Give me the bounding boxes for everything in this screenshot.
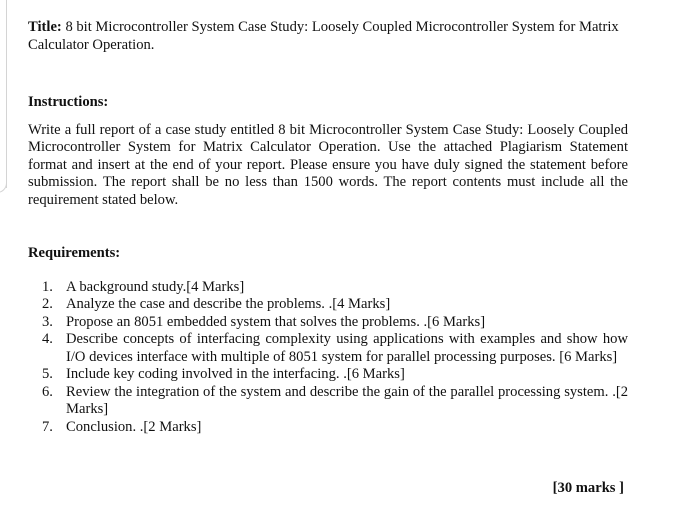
title-text: 8 bit Microcontroller System Case Study: Loosely Coupled Microcontroller System for Matrix Calculator Operation.	[28, 19, 619, 53]
requirement-text: Propose an 8051 embedded system that solves the problems. .[6 Marks]	[66, 313, 486, 330]
requirement-item-2	[28, 296, 628, 314]
requirement-item-6	[28, 384, 628, 419]
requirement-text: Review the integration of the system and describe the gain of the parallel processing system. .[2 Marks]	[66, 383, 628, 417]
requirements-list	[28, 279, 628, 437]
requirement-item-1	[28, 279, 628, 297]
page-edge-curve	[0, 180, 7, 193]
document-title	[28, 18, 628, 54]
requirement-number: 6.	[42, 383, 53, 400]
requirement-text: Conclusion. .[2 Marks]	[66, 418, 202, 435]
requirement-item-3	[28, 314, 628, 332]
requirement-item-7	[28, 419, 628, 437]
requirement-number: 3.	[42, 313, 53, 330]
requirement-number: 2.	[42, 296, 53, 312]
title-label: Title:	[28, 19, 62, 35]
requirement-text: Describe concepts of interfacing complexity using applications with examples and show how I/O devices interface with multiple of 8051 system for parallel processing purposes. [6 Marks]	[66, 331, 628, 365]
instructions-text: Write a full report of a case study entitled 8 bit Microcontroller System Case Study: Loosely Coupled Microcontroller System for Matrix Calculator Operation. Use the attached Plagiarism Statement format and insert at the end of your report. Please ensure you have duly signed the statement before submission. The report shall be no less than 1500 words. The report contents must include all the requirement stated below.	[28, 121, 628, 208]
page-edge-line	[6, 0, 7, 188]
requirement-text: Analyze the case and describe the problems. .[4 Marks]	[66, 296, 391, 312]
requirement-text: A background study.[4 Marks]	[66, 278, 245, 295]
requirement-text: Include key coding involved in the interfacing. .[6 Marks]	[66, 366, 405, 382]
total-marks: [30 marks ]	[552, 480, 624, 496]
requirement-number: 4.	[42, 331, 53, 347]
instructions-heading: Instructions:	[28, 94, 109, 110]
requirement-number: 5.	[42, 366, 53, 382]
requirement-number: 7.	[42, 418, 53, 435]
requirements-heading: Requirements:	[28, 245, 121, 261]
requirement-item-5	[28, 366, 628, 384]
document-page	[28, 18, 628, 436]
requirement-number: 1.	[42, 278, 53, 295]
requirement-item-4	[28, 331, 628, 366]
